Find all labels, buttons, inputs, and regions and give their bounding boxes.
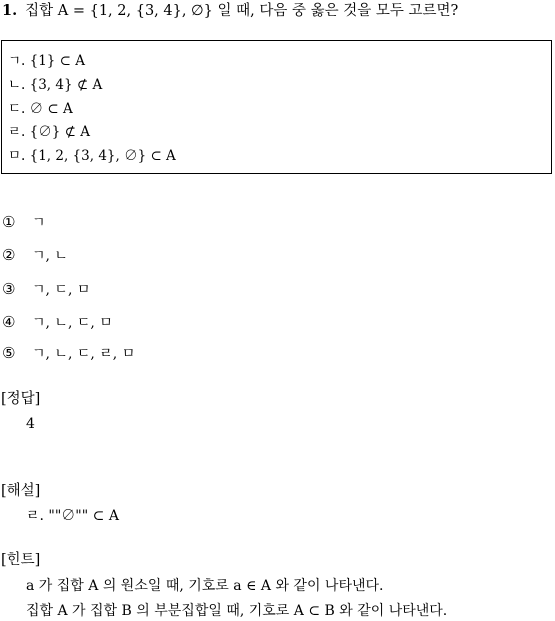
choice-text: ㄱ, ㄴ, ㄷ, ㅁ	[32, 315, 113, 331]
question-line	[2, 2, 458, 20]
choice-5[interactable]	[2, 344, 135, 363]
choice-1[interactable]	[2, 213, 46, 232]
choice-2[interactable]	[2, 246, 68, 265]
choice-text: ㄱ, ㄴ, ㄷ, ㄹ, ㅁ	[32, 346, 136, 362]
question-text: 집합 A = {1, 2, {3, 4}, ∅} 일 때, 다음 중 옳은 것을 모두 고르면?	[25, 3, 459, 19]
statement-nieun: ㄴ. {3, 4} ⊄ A	[8, 77, 103, 93]
hint-line-1: a 가 집합 A 의 원소일 때, 기호로 a ∈ A 와 같이 나타낸다.	[26, 578, 384, 594]
statement-rieul: ㄹ. {∅} ⊄ A	[8, 124, 90, 140]
explanation-text: ㄹ. ""∅"" ⊂ A	[26, 508, 119, 524]
statement-mieum: ㅁ. {1, 2, {3, 4}, ∅} ⊂ A	[8, 148, 176, 164]
choice-number: ④	[2, 313, 16, 331]
choice-text: ㄱ	[32, 215, 46, 231]
question-number: 1.	[2, 2, 18, 19]
choice-number: ①	[2, 213, 16, 231]
hint-line-2: 집합 A 가 집합 B 의 부분집합일 때, 기호로 A ⊂ B 와 같이 나타낸다.	[26, 603, 448, 619]
hint-label: [힌트]	[1, 552, 41, 568]
choice-text: ㄱ, ㄷ, ㅁ	[32, 282, 91, 298]
answer-label: [정답]	[1, 391, 41, 407]
answer-value: 4	[26, 416, 35, 432]
statement-giyeok: ㄱ. {1} ⊂ A	[8, 53, 86, 69]
choice-number: ⑤	[2, 344, 16, 362]
choice-number: ③	[2, 280, 16, 298]
explanation-label: [해설]	[1, 483, 41, 499]
statement-box	[1, 40, 552, 174]
choice-text: ㄱ, ㄴ	[32, 248, 68, 264]
choice-number: ②	[2, 246, 16, 264]
statement-digeut: ㄷ. ∅ ⊂ A	[8, 101, 73, 117]
choice-4[interactable]	[2, 313, 113, 332]
choice-3[interactable]	[2, 280, 90, 299]
